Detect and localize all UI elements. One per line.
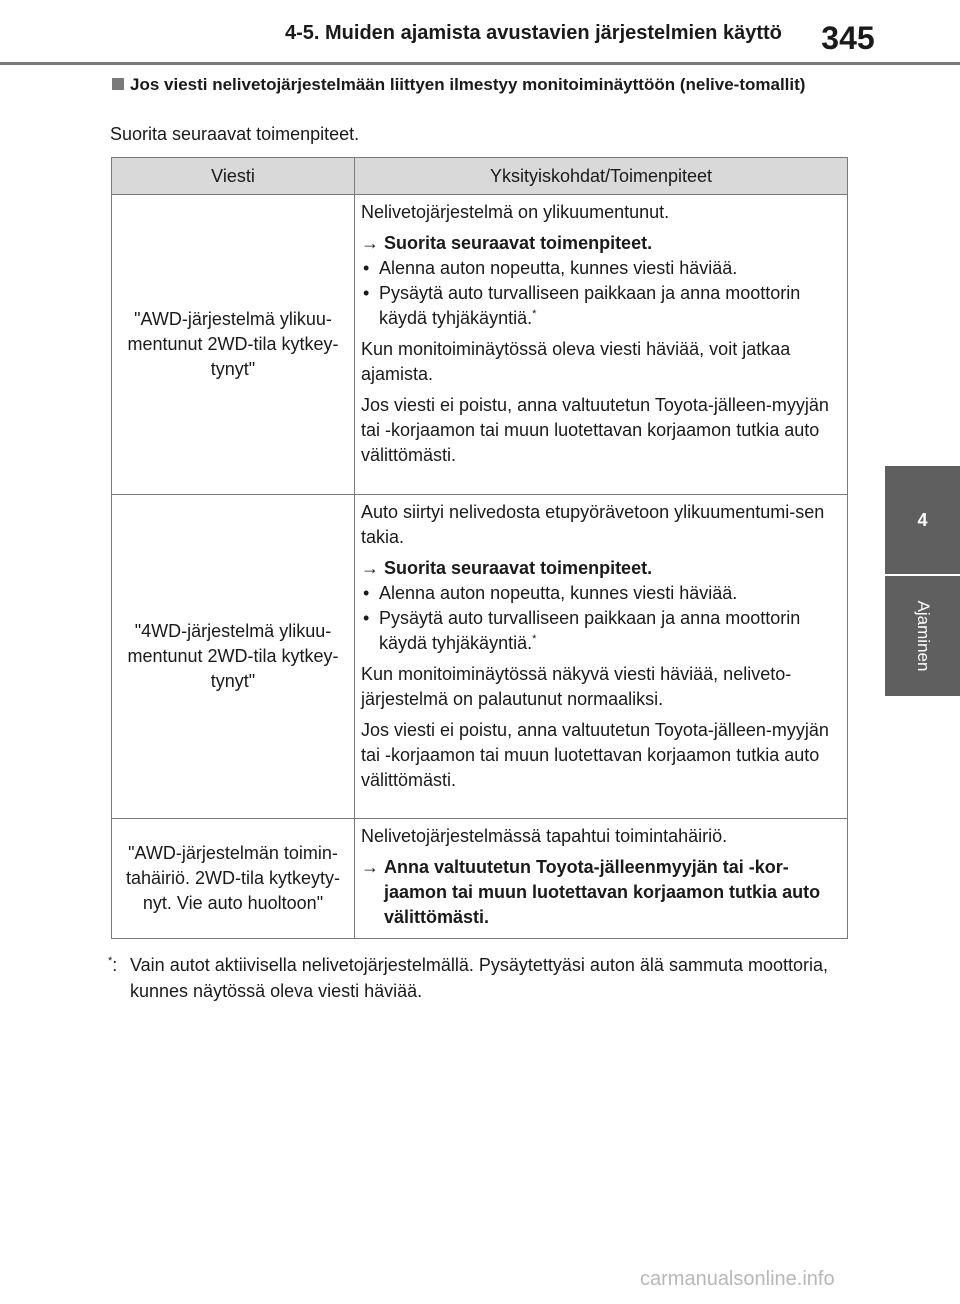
section-heading <box>112 74 847 96</box>
table-row <box>112 819 848 939</box>
column-header-details: Yksityiskohdat/Toimenpiteet <box>355 158 848 195</box>
header-rule <box>0 62 960 65</box>
footnote-mark: *: <box>108 955 118 975</box>
details-cell <box>355 195 848 495</box>
detail-intro: Nelivetojärjestelmä on ylikuumentunut. <box>361 202 670 222</box>
detail-paragraph: Jos viesti ei poistu, anna valtuutetun Toyota-jälleen-myyjän tai -korjaamon tai muun luotettavan korjaamon tutkia auto välittömästi. <box>361 395 829 465</box>
message-cell: "AWD-järjestelmän toimin-tahäiriö. 2WD-tila kytkeyty-nyt. Vie auto huoltoon" <box>112 819 355 939</box>
list-item <box>361 581 841 606</box>
action-list <box>361 581 841 656</box>
bullet-icon: • <box>363 608 370 628</box>
details-cell <box>355 495 848 819</box>
table-row <box>112 495 848 819</box>
column-header-message: Viesti <box>112 158 355 195</box>
footnote-asterisk: * <box>108 955 113 967</box>
action-text: Suorita seuraavat toimenpiteet. <box>384 233 653 253</box>
bullet-icon: • <box>363 583 370 603</box>
arrow-right-icon: → <box>361 233 379 253</box>
action-text: Suorita seuraavat toimenpiteet. <box>384 558 653 578</box>
list-item-text: Alenna auton nopeutta, kunnes viesti häviää. <box>379 258 738 278</box>
action-line <box>361 231 841 256</box>
details-cell <box>355 819 848 939</box>
arrow-right-icon: → <box>361 558 379 578</box>
section-heading-text: Jos viesti nelivetojärjestelmään liittyen ilmestyy monitoiminäyttöön (nelive-tomallit) <box>130 75 806 94</box>
action-text: Anna valtuutetun Toyota-jälleenmyyjän tai -kor-jaamon tai muun luotettavan korjaamon tutkia auto välittömästi. <box>384 857 821 927</box>
bullet-icon: • <box>363 258 370 278</box>
action-line <box>361 855 841 930</box>
detail-intro: Nelivetojärjestelmässä tapahtui toimintahäiriö. <box>361 826 728 846</box>
footnote-marker: * <box>532 308 537 320</box>
action-line <box>361 556 841 581</box>
footnote <box>108 952 848 1004</box>
detail-paragraph: Kun monitoiminäytössä oleva viesti häviää, voit jatkaa ajamista. <box>361 339 791 384</box>
chapter-label: Ajaminen <box>913 600 933 672</box>
action-list <box>361 256 841 331</box>
detail-paragraph: Kun monitoiminäytössä näkyvä viesti häviää, neliveto-järjestelmä on palautunut normaaliksi. <box>361 664 792 709</box>
bullet-icon: • <box>363 283 370 303</box>
section-intro: Suorita seuraavat toimenpiteet. <box>110 124 360 144</box>
footnote-text: Vain autot aktiivisella nelivetojärjestelmällä. Pysäytettyäsi auton älä sammuta moottoria, kunnes näytössä oleva viesti häviää. <box>130 955 829 1001</box>
page-number: 345 <box>800 14 896 62</box>
watermark: carmanualsonline.info <box>640 1268 835 1290</box>
chapter-section-title: 4-5. Muiden ajamista avustavien järjestelmien käyttö <box>285 22 782 44</box>
detail-paragraph: Jos viesti ei poistu, anna valtuutetun Toyota-jälleen-myyjän tai -korjaamon tai muun luotettavan korjaamon tutkia auto välittömästi. <box>361 720 829 790</box>
list-item <box>361 256 841 281</box>
arrow-right-icon: → <box>361 857 379 877</box>
chapter-tab-label <box>885 576 960 696</box>
chapter-number: 4 <box>917 509 928 530</box>
chapter-tab-number <box>885 466 960 574</box>
page-header <box>0 0 960 74</box>
list-item-text: Alenna auton nopeutta, kunnes viesti häviää. <box>379 583 738 603</box>
table-header-row <box>112 158 848 195</box>
table-row <box>112 195 848 495</box>
message-table <box>111 157 848 939</box>
list-item-text: Pysäytä auto turvalliseen paikkaan ja anna moottorin käydä tyhjäkäyntiä. <box>379 283 801 328</box>
square-bullet-icon <box>112 78 124 90</box>
message-cell: "AWD-järjestelmä ylikuu-mentunut 2WD-tila kytkey-tynyt" <box>112 195 355 495</box>
list-item <box>361 281 841 331</box>
list-item-text: Pysäytä auto turvalliseen paikkaan ja anna moottorin käydä tyhjäkäyntiä. <box>379 608 801 653</box>
message-cell: "4WD-järjestelmä ylikuu-mentunut 2WD-tila kytkey-tynyt" <box>112 495 355 819</box>
list-item <box>361 606 841 656</box>
detail-intro: Auto siirtyi nelivedosta etupyörävetoon ylikuumentumi-sen takia. <box>361 502 825 547</box>
footnote-marker: * <box>532 633 537 645</box>
